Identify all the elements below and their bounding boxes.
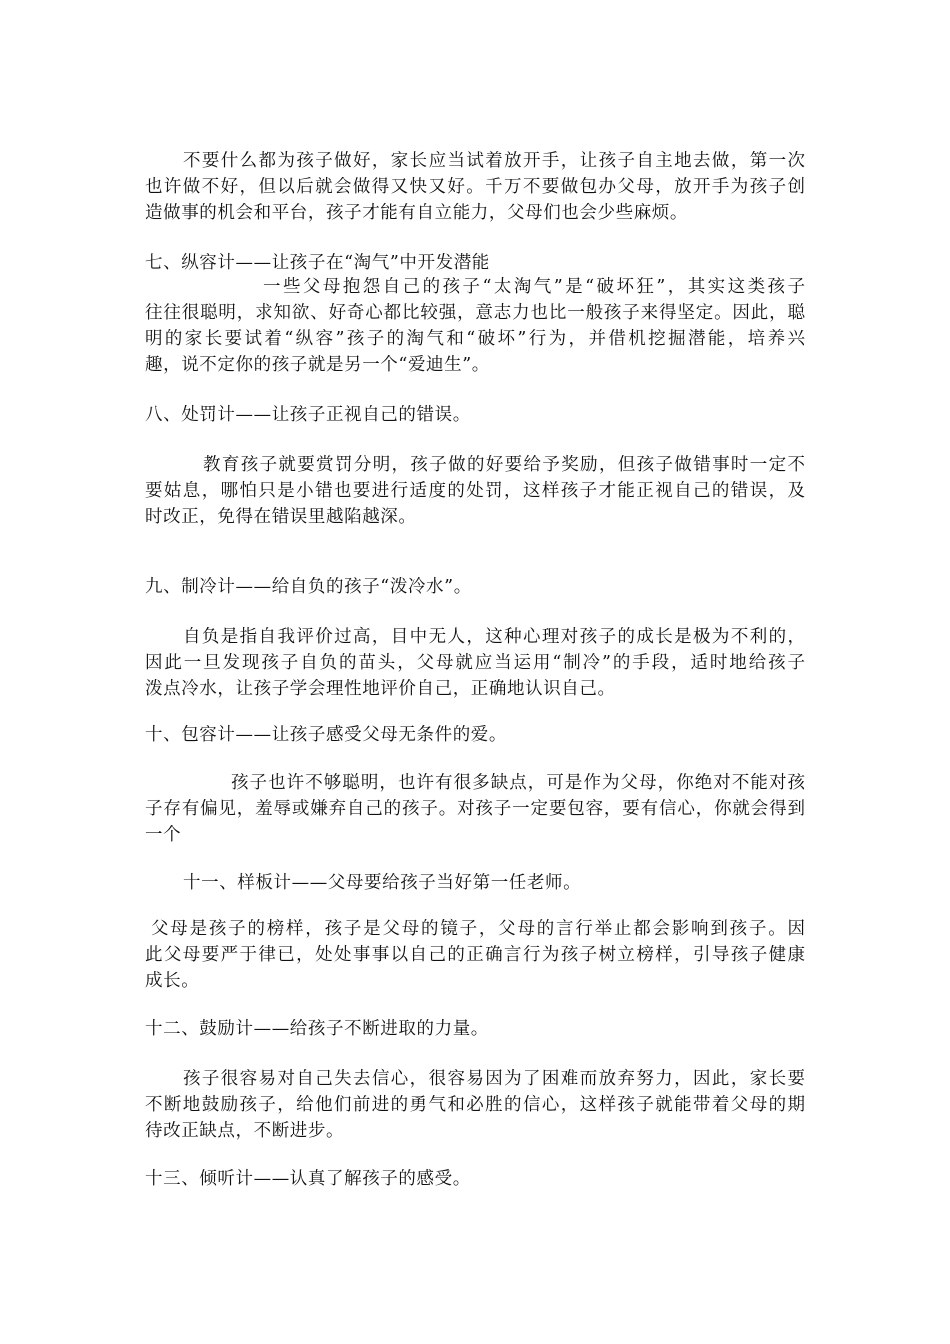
paragraph-line: 子存有偏见，羞辱或嫌弃自己的孩子。对孩子一定要包容，要有信心，你就会得到 [145, 799, 805, 819]
paragraph-line: 也许做不好，但以后就会做得又快又好。千万不要做包办父母，放开手为孩子创 [145, 177, 805, 197]
paragraph-line: 孩子也许不够聪明，也许有很多缺点，可是作为父母，你绝对不能对孩 [231, 773, 805, 793]
paragraph-line: 往往很聪明，求知欲、好奇心都比较强，意志力也比一般孩子来得坚定。因此，聪 [145, 303, 805, 323]
paragraph-line: 明的家长要试着“纵容”孩子的淘气和“破坏”行为，并借机挖掘潜能，培养兴 [145, 329, 805, 349]
paragraph-line: 待改正缺点，不断进步。 [145, 1121, 345, 1141]
paragraph-line: 此父母要严于律已，处处事事以自己的正确言行为孩子树立榜样，引导孩子健康 [145, 945, 805, 965]
paragraph-line: 父母是孩子的榜样，孩子是父母的镜子，父母的言行举止都会影响到孩子。因 [151, 919, 805, 939]
paragraph-line: 泼点冷水，让孩子学会理性地评价自己，正确地认识自己。 [145, 679, 616, 699]
paragraph-line: 一些父母抱怨自己的孩子“太淘气”是“破坏狂”，其实这类孩子 [263, 277, 805, 297]
paragraph-line: 一个 [145, 825, 182, 845]
paragraph-line: 要姑息，哪怕只是小错也要进行适度的处罚，这样孩子才能正视自己的错误，及 [145, 481, 805, 501]
paragraph-line: 不断地鼓励孩子，给他们前进的勇气和必胜的信心，这样孩子就能带着父母的期 [145, 1095, 805, 1115]
paragraph-line: 教育孩子就要赏罚分明，孩子做的好要给予奖励，但孩子做错事时一定不 [203, 455, 805, 475]
section-heading: 七、纵容计——让孩子在“淘气”中开发潜能 [145, 253, 490, 273]
section-heading: 九、制冷计——给自负的孩子“泼冷水”。 [145, 577, 472, 597]
paragraph-line: 时改正，免得在错误里越陷越深。 [145, 507, 417, 527]
paragraph-line: 不要什么都为孩子做好，家长应当试着放开手，让孩子自主地去做，第一次 [183, 151, 805, 171]
paragraph-line: 成长。 [145, 971, 200, 991]
paragraph-line: 造做事的机会和平台，孩子才能有自立能力，父母们也会少些麻烦。 [145, 203, 688, 223]
section-heading: 十二、鼓励计——给孩子不断进取的力量。 [145, 1019, 489, 1039]
paragraph-line: 孩子很容易对自己失去信心，很容易因为了困难而放弃努力，因此，家长要 [183, 1069, 805, 1089]
section-heading: 十三、倾听计——认真了解孩子的感受。 [145, 1169, 471, 1189]
section-heading: 十、包容计——让孩子感受父母无条件的爱。 [145, 725, 507, 745]
section-heading: 八、处罚计——让孩子正视自己的错误。 [145, 405, 471, 425]
paragraph-line: 因此一旦发现孩子自负的苗头，父母就应当运用“制冷”的手段，适时地给孩子 [145, 653, 805, 673]
paragraph-line: 自负是指自我评价过高，目中无人，这种心理对孩子的成长是极为不利的， [183, 627, 805, 647]
section-heading: 十一、样板计——父母要给孩子当好第一任老师。 [183, 873, 582, 893]
paragraph-line: 趣，说不定你的孩子就是另一个“爱迪生”。 [145, 355, 490, 375]
